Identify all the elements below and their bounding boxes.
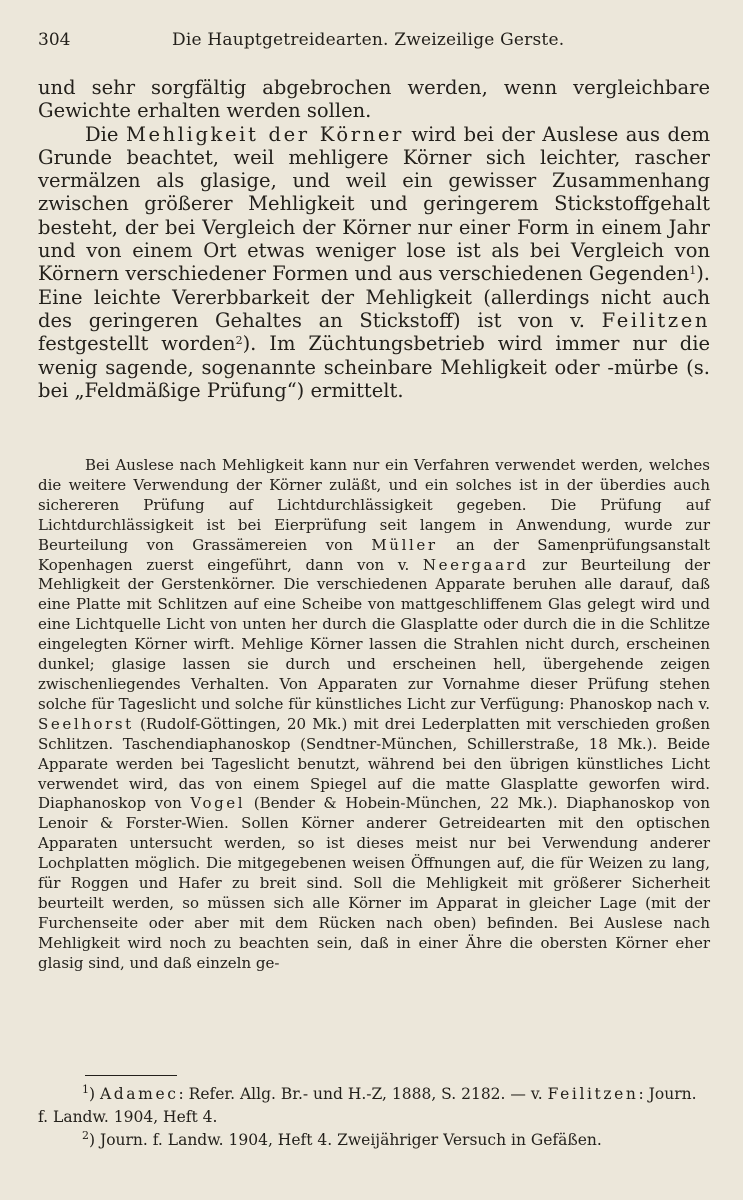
page-number: 304 xyxy=(38,30,71,50)
spaced-name-feilitzen: Feilitzen xyxy=(601,308,710,332)
footnote-1-author2: Feilitzen xyxy=(547,1085,639,1103)
footnote-1: $^1$) Adamec: Refer. Allg. Br.- und H.-Z, 1888, S. 2182. — v. Feilitzen: Journ. f. Landw. 1904, Heft 4. xyxy=(38,1083,697,1126)
footnote-ref-1: 1 xyxy=(689,264,697,278)
footnote-1-mark: 1 xyxy=(82,1083,89,1096)
footnote-divider xyxy=(85,1075,177,1076)
footnotes xyxy=(38,1083,710,1152)
main-text xyxy=(38,76,710,402)
footnote-2: $^2$) Journ. f. Landw. 1904, Heft 4. Zweijähriger Versuch in Gefäßen. xyxy=(82,1129,602,1149)
paragraph-mehligkeit: Die Mehligkeit der Körner wird bei der Auslese aus dem Grunde beachtet, weil mehligere Körner sich leichter, rascher vermälzen als glasige, und weil ein gewisser Zusammenhang zwischen größerer Mehligkeit und geringerem Stickstoffgehalt besteht, der bei Vergleich der Körner nur einer Form in einem Jahr und von einem Ort etwas weniger lose ist als bei Vergleich von Körnern verschiedener Formen und aus verschiedenen Gegenden$^1$). Eine leichte Vererbbarkeit der Mehligkeit (allerdings nicht auch des geringeren Gehaltes an Stickstoff) ist von v. Feilitzen festgestellt worden$^2$). Im Züchtungsbetrieb wird immer nur die wenig sagende, sogenannte scheinbare Mehligkeit oder -mürbe (s. bei „Feldmäßige Prüfung“) ermittelt. xyxy=(38,122,710,402)
page-header xyxy=(38,30,705,56)
spaced-name-seelhorst: Seelhorst xyxy=(38,714,134,733)
small-print-section xyxy=(38,456,710,974)
footnote-2-mark: 2 xyxy=(82,1129,89,1142)
spaced-name-vogel: Vogel xyxy=(190,794,246,813)
running-head: Die Hauptgetreidearten. Zweizeilige Gerste. xyxy=(172,30,565,50)
footnote-1-author: Adamec xyxy=(99,1085,179,1103)
spaced-term: Mehligkeit der Körner xyxy=(125,122,404,146)
spaced-name-neergaard: Neergaard xyxy=(422,555,529,574)
spaced-name-mueller: Müller xyxy=(371,535,438,554)
small-print-paragraph: Bei Auslese nach Mehligkeit kann nur ein Verfahren verwendet werden, welches die weitere Verwendung der Körner zuläßt, und ein solches ist in der überdies auch sichereren Prüfung auf Lichtdurchlässigkeit gegeben. Die Prüfung auf Lichtdurchlässigkeit ist bei Eierprüfung seit langem in Anwendung, wurde zur Beurteilung von Grassämereien von Müller an der Samenprüfungsanstalt Kopenhagen zuerst eingeführt, dann von v. Neergaard zur Beurteilung der Mehligkeit der Gerstenkörner. Die verschiedenen Apparate beruhen alle darauf, daß eine Platte mit Schlitzen auf eine Scheibe von mattgeschliffenem Glas gelegt wird und eine Lichtquelle Licht von unten her durch die Glasplatte oder durch die in die Schlitze eingelegten Körner wirft. Mehlige Körner lassen die Strahlen nicht durch, erscheinen dunkel; glasige lassen sie durch und erscheinen hell, übergehende zeigen zwischenliegendes Verhalten. Von Apparaten zur Vornahme dieser Prüfung stehen solche für Tageslicht und solche für künstliches Licht zur Verfügung: Phanoskop nach v. Seelhorst (Rudolf-Göttingen, 20 Mk.) mit drei Lederplatten mit verschieden großen Schlitzen. Taschendiaphanoskop (Sendtner-München, Schillerstraße, 18 Mk.). Beide Apparate werden bei Tageslicht benutzt, während bei den übrigen künstliches Licht verwendet wird, das von einem Spiegel auf die matte Glasplatte geworfen wird. Diaphanoskop von Vogel (Bender & Hobein-München, 22 Mk.). Diaphanoskop von Lenoir & Forster-Wien. Sollen Körner anderer Getreidearten mit den optischen Apparaten untersucht werden, so ist dieses meist nur bei Verwendung anderer Lochplatten möglich. Die mitgegebenen weisen Öffnungen auf, die für Weizen zu lang, für Roggen und Hafer zu breit sind. Soll die Mehligkeit mit größerer Sicherheit beurteilt werden, so müssen sich alle Körner im Apparat in gleicher Lage (mit der Furchenseite oder aber mit dem Rücken nach oben) befinden. Bei Auslese nach Mehligkeit wird noch zu beachten sein, daß in einer Ähre die obersten Körner eher glasig sind, und daß einzeln ge- xyxy=(38,456,711,972)
footnote-ref-2: 2 xyxy=(235,334,243,348)
paragraph-continuation: und sehr sorgfältig abgebrochen werden, wenn vergleichbare Gewichte erhalten werden sollen. xyxy=(38,76,710,123)
